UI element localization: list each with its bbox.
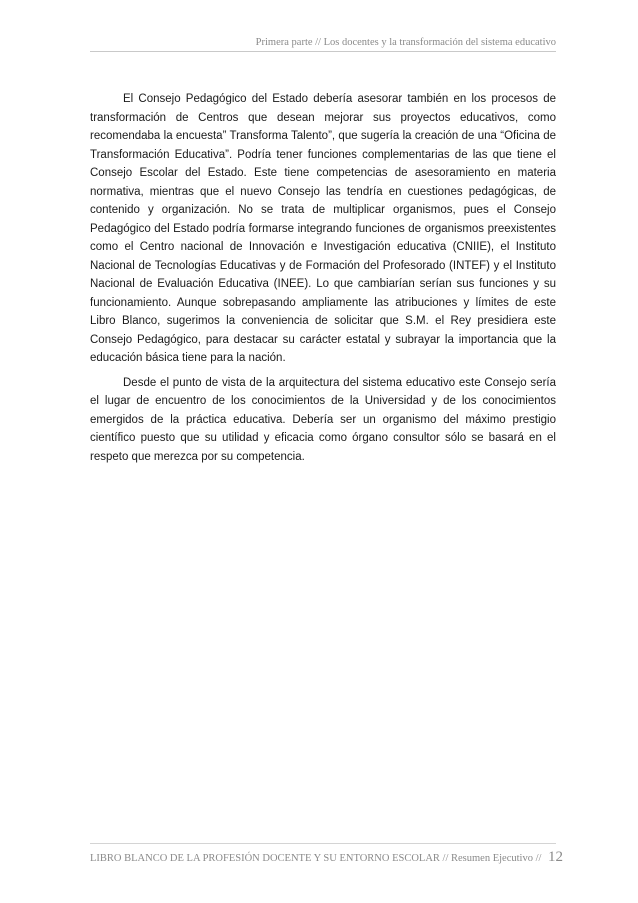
running-footer: [90, 849, 564, 866]
paragraph-arquitectura: Desde el punto de vista de la arquitectura del sistema educativo este Consejo sería el lugar de encuentro de los conocimientos de la Universidad y de los conocimientos emergidos de la práctica educativa. Debería ser un organismo del máximo prestigio científico puesto que su utilidad y eficacia como órgano consultor sólo se basará en el respeto que merezca por su competencia.: [90, 376, 556, 463]
header-divider: [90, 51, 556, 52]
paragraph-consejo-pedagogico: El Consejo Pedagógico del Estado debería asesorar también en los procesos de transformación de Centros que desean mejorar sus proyectos educativos, como recomendaba la encuesta” Transforma Talento”, que sugería la creación de una “Oficina de Transformación Educativa”. Podría tener funciones complementarias de las que tiene el Consejo Escolar del Estado. Este tiene competencias de asesoramiento en materia normativa, mientras que el nuevo Consejo las tendría en cuestiones pedagógicas, de contenido y organización. No se trata de multiplicar organismos, pues el Consejo Pedagógico del Estado podría formarse integrando funciones de organismos preexistentes como el Centro nacional de Innovación e Investigación educativa (CNIIE), el Instituto Nacional de Tecnologías Educativas y de Formación del Profesorado (INTEF) y el Instituto Nacional de Evaluación Educativa (INEE). Lo que cambiarían serían sus funciones y su funcionamiento. Aunque sobrepasando ampliamente las atribuciones y límites de este Libro Blanco, sugerimos la conveniencia de solicitar que S.M. el Rey presidiera este Consejo Pedagógico, para destacar su carácter estatal y subrayar la importancia que la educación básica tiene para la nación.: [90, 93, 556, 364]
page-number: 12: [548, 849, 564, 865]
footer-publication-title: LIBRO BLANCO DE LA PROFESIÓN DOCENTE Y SU ENTORNO ESCOLAR // Resumen Ejecutivo //: [90, 853, 542, 864]
body-text: [90, 90, 556, 466]
footer-divider: [90, 843, 556, 844]
running-header: Primera parte // Los docentes y la transformación del sistema educativo: [255, 37, 556, 48]
